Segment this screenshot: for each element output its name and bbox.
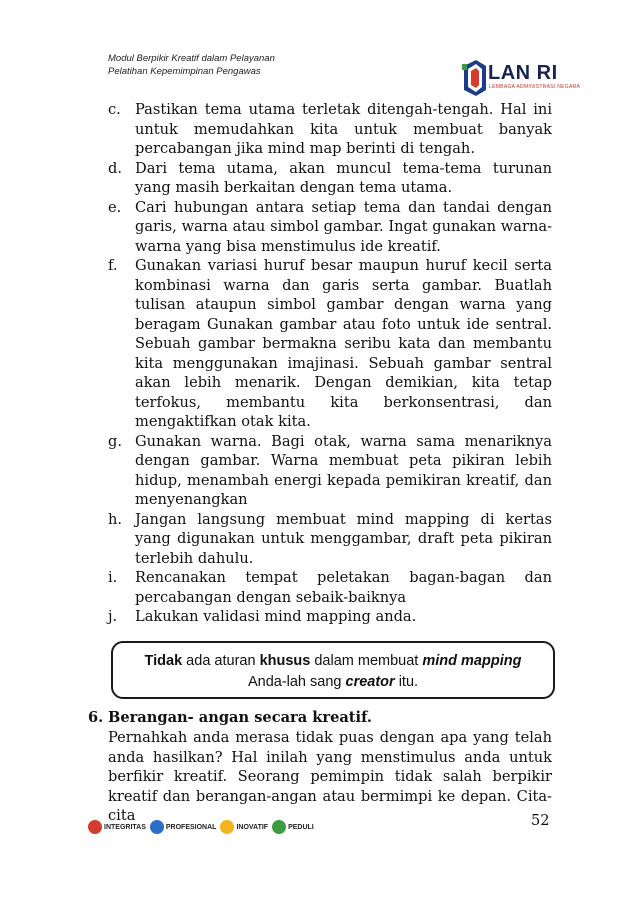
- callout-line-1: [113, 651, 553, 672]
- section-heading: [88, 708, 552, 728]
- running-header: [108, 52, 275, 78]
- badge-peduli: PEDULI: [272, 820, 314, 834]
- peduli-icon: [272, 820, 286, 834]
- header-line-2: Pelatihan Kepemimpinan Pengawas: [108, 66, 261, 77]
- list-item: [108, 607, 552, 627]
- callout-text: itu.: [394, 674, 419, 690]
- list-item: [108, 198, 552, 257]
- callout-line-2: [113, 672, 553, 693]
- profesional-icon: [150, 820, 164, 834]
- integritas-icon: [88, 820, 102, 834]
- list-item: [108, 510, 552, 569]
- section-6: [88, 708, 552, 826]
- core-values-badges: [88, 816, 344, 838]
- callout-text: dalam membuat: [310, 653, 423, 669]
- list-marker: i.: [108, 569, 118, 586]
- list-marker: d.: [108, 159, 122, 177]
- callout-word-khusus: khusus: [259, 653, 311, 669]
- lightbulb-icon: [220, 820, 234, 834]
- list-item-text: Gunakan variasi huruf besar maupun huruf kecil serta kombinasi warna dan garis serta gambar. Buatlah tulisan ataupun simbol gambar dengan warna yang beragam Gunakan gambar atau foto untuk ide sentral. Sebuah gambar bermakna seribu kata dan membantu kita menggunakan imajinasi. Sebuah gambar sentral akan lebih menarik. Dengan demikian, kita tetap terfokus, membantu kita berkonsentrasi, dan mengaktifkan otak kita.: [135, 257, 552, 430]
- badge-integritas: INTEGRITAS: [88, 820, 146, 834]
- callout-box: [111, 641, 555, 699]
- list-item-text: Jangan langsung membuat mind mapping di kertas yang digunakan untuk menggambar, draft peta pikiran terlebih dahulu.: [135, 510, 552, 567]
- list-item: [108, 100, 552, 159]
- list-marker: c.: [108, 101, 121, 118]
- callout-text: Anda-lah sang: [247, 674, 346, 690]
- list-marker: j.: [108, 608, 118, 625]
- section-number: 6.: [88, 709, 104, 726]
- list-item: [108, 256, 552, 432]
- callout-word-tidak: Tidak: [144, 653, 183, 669]
- callout-word-creator: creator: [345, 674, 395, 690]
- list-item-text: Dari tema utama, akan muncul tema-tema turunan yang masih berkaitan dengan tema utama.: [135, 159, 552, 196]
- list-marker: e.: [108, 198, 122, 216]
- list-item-text: Lakukan validasi mind mapping anda.: [135, 608, 417, 625]
- list-item: [108, 568, 552, 607]
- list-item-text: Rencanakan tempat peletakan bagan-bagan dan percabangan dengan sebaik-baiknya: [135, 569, 552, 606]
- list-item-text: Cari hubungan antara setiap tema dan tandai dengan garis, warna atau simbol gambar. Ingat gunakan warna-warna yang bisa menstimulus ide kreatif.: [135, 198, 552, 255]
- section-body: Pernahkah anda merasa tidak puas dengan apa yang telah anda hasilkan? Hal inilah yang menstimulus anda untuk berfikir kreatif. Seorang pemimpin tidak salah berpikir kreatif dan berangan-angan atau bermimpi ke depan. Cita-cita: [108, 729, 552, 824]
- callout-word-mind-mapping: mind mapping: [422, 653, 522, 669]
- page-number: 52: [531, 812, 550, 829]
- list-item-text: Gunakan warna. Bagi otak, warna sama menariknya dengan gambar. Warna membuat peta pikiran lebih hidup, menambah energi kepada pemikiran kreatif, dan menyenangkan: [135, 432, 552, 508]
- list-item: [108, 159, 552, 198]
- callout-text: ada aturan: [182, 653, 260, 669]
- list-marker: f.: [108, 257, 118, 274]
- badge-inovatif: INOVATIF: [220, 820, 268, 834]
- list-marker: h.: [108, 510, 123, 528]
- header-line-1: Modul Berpikir Kreatif dalam Pelayanan: [108, 53, 275, 64]
- list-marker: g.: [108, 432, 122, 450]
- logo-subtitle: LEMBAGA ADMINISTRASI NEGARA: [489, 84, 581, 90]
- guideline-list: [108, 100, 552, 627]
- section-title: Berangan- angan secara kreatif.: [108, 709, 372, 726]
- list-item-text: Pastikan tema utama terletak ditengah-tengah. Hal ini untuk memudahkan kita untuk membuat banyak percabangan jika mind map berinti di tengah.: [135, 101, 552, 157]
- logo-text: LAN RI: [488, 62, 558, 84]
- list-item: [108, 432, 552, 510]
- badge-profesional: PROFESIONAL: [150, 820, 217, 834]
